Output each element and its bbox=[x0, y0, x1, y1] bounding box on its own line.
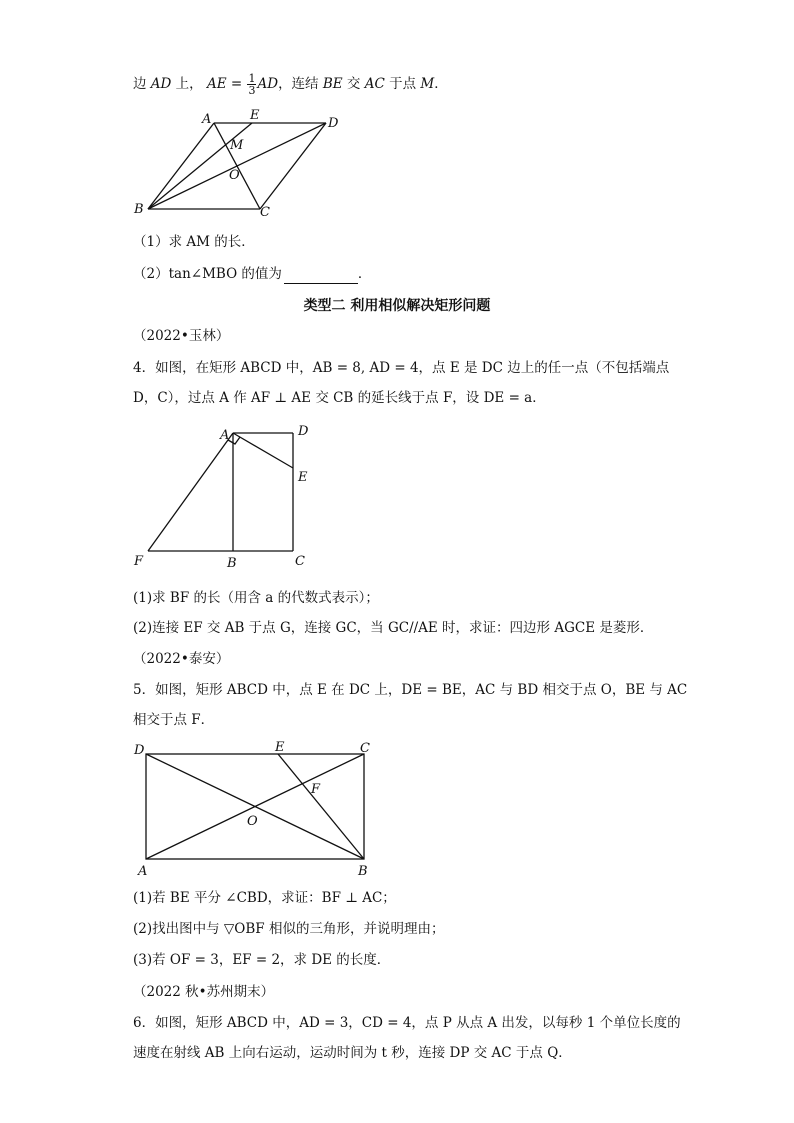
q4-source: （2022•玉林） bbox=[133, 328, 230, 344]
q5-source: （2022•泰安） bbox=[133, 651, 230, 667]
label-B: B bbox=[358, 864, 368, 879]
label-A: A bbox=[220, 428, 230, 443]
label-D: D bbox=[134, 743, 145, 758]
q3-part1: （1）求 AM 的长． bbox=[133, 234, 255, 250]
label-E: E bbox=[275, 740, 285, 755]
q5-part1: (1)若 BE 平分 ∠CBD，求证：BF ⊥ AC； bbox=[133, 890, 396, 906]
q3-part2 bbox=[133, 264, 371, 284]
answer-blank[interactable] bbox=[284, 269, 358, 284]
segment-AE bbox=[233, 433, 293, 468]
q3-text: AD bbox=[150, 76, 172, 92]
q6-line1: 6．如图，矩形 ABCD 中，AD = 3，CD = 4，点 P 从点 A 出发，以每秒 1 个单位长度的 bbox=[133, 1015, 681, 1031]
q5-rectangle-figure bbox=[130, 738, 380, 880]
label-B: B bbox=[227, 556, 237, 571]
segment-DC bbox=[260, 123, 326, 209]
label-O: O bbox=[229, 168, 240, 183]
q3-text: 上， bbox=[171, 76, 203, 92]
q6-source: （2022 秋•苏州期末） bbox=[133, 984, 275, 1000]
q3-text: 交 bbox=[342, 76, 365, 92]
q4-line1: 4．如图，在矩形 ABCD 中，AB = 8, AD = 4，点 E 是 DC 边上的任一点（不包括端点 bbox=[133, 360, 670, 376]
label-E: E bbox=[250, 108, 260, 123]
label-C: C bbox=[295, 554, 305, 569]
q3-part2-end: ． bbox=[357, 266, 372, 282]
q5-line1: 5．如图，矩形 ABCD 中，点 E 在 DC 上，DE = BE，AC 与 BD 相交于点 O，BE 与 AC bbox=[133, 682, 688, 698]
q3-text: BE bbox=[322, 76, 343, 92]
fraction bbox=[247, 73, 256, 96]
q3-text: 边 bbox=[133, 76, 147, 92]
q3-text: ，连结 bbox=[278, 76, 323, 92]
label-F: F bbox=[134, 554, 144, 569]
q3-text: = bbox=[226, 76, 247, 92]
q4-part2: (2)连接 EF 交 AB 于点 G，连接 GC，当 GC//AE 时，求证：四边形 AGCE 是菱形． bbox=[133, 620, 654, 636]
q4-rectangle-figure bbox=[130, 423, 330, 573]
q4-line2: D，C），过点 A 作 AF ⊥ AE 交 CB 的延长线于点 F，设 DE = a． bbox=[133, 390, 546, 406]
q5-part3: (3)若 OF = 3，EF = 2，求 DE 的长度． bbox=[133, 952, 391, 968]
q3-part2-text: （2）tan∠MBO 的值为 bbox=[133, 266, 282, 282]
label-D: D bbox=[328, 116, 339, 131]
q3-text: ． bbox=[434, 76, 448, 92]
label-C: C bbox=[260, 205, 270, 220]
label-M: M bbox=[230, 138, 244, 153]
q4-part1: (1)求 BF 的长（用含 a 的代数式表示）； bbox=[133, 590, 379, 606]
q3-text: AC bbox=[364, 76, 385, 92]
label-B: B bbox=[134, 202, 144, 217]
label-A: A bbox=[138, 864, 148, 879]
segment-AF bbox=[148, 433, 233, 551]
q3-text: M bbox=[420, 76, 435, 92]
label-A: A bbox=[202, 112, 212, 127]
label-O: O bbox=[247, 814, 258, 829]
label-E: E bbox=[298, 470, 308, 485]
q3-text: AE bbox=[206, 76, 227, 92]
label-C: C bbox=[360, 741, 370, 756]
fraction-denominator: 3 bbox=[248, 84, 256, 97]
q5-part2: (2)找出图中与 ▽OBF 相似的三角形，并说明理由； bbox=[133, 921, 445, 937]
q3-intro bbox=[133, 73, 448, 96]
section-heading: 类型二 利用相似解决矩形问题 bbox=[303, 298, 491, 314]
fraction-numerator: 1 bbox=[248, 72, 256, 85]
label-D: D bbox=[298, 424, 309, 439]
q6-line2: 速度在射线 AB 上向右运动，运动时间为 t 秒，连接 DP 交 AC 于点 Q． bbox=[133, 1045, 572, 1061]
q3-text: 于点 bbox=[384, 76, 421, 92]
segment-AB bbox=[148, 123, 214, 209]
label-F: F bbox=[311, 782, 321, 797]
q3-parallelogram-figure bbox=[130, 105, 350, 220]
q5-line2: 相交于点 F． bbox=[133, 712, 215, 728]
segment-EB bbox=[278, 754, 364, 859]
q3-text: AD bbox=[257, 76, 279, 92]
